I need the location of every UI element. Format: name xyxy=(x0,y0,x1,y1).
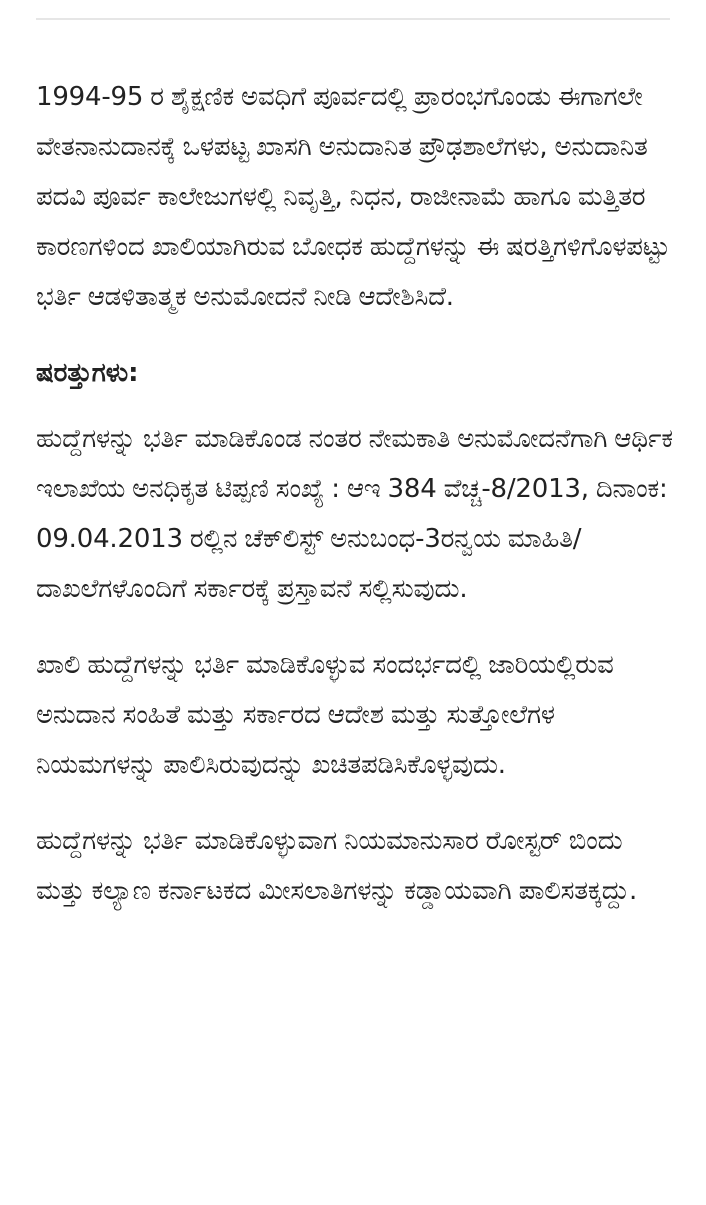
condition-paragraph-2: ಖಾಲಿ ಹುದ್ದೆಗಳನ್ನು ಭರ್ತಿ ಮಾಡಿಕೊಳ್ಳುವ ಸಂದರ್ಭದಲ್ಲಿ ಜಾರಿಯಲ್ಲಿರುವ ಅನುದಾನ ಸಂಹಿತೆ ಮತ್ತು ಸರ್ಕಾರದ ಆದೇಶ ಮತ್ತು ಸುತ್ತೋಲೆಗಳ ನಿಯಮಗಳನ್ನು ಪಾಲಿಸಿರುವುದನ್ನು ಖಚಿತಪಡಿಸಿಕೊಳ್ಳವುದು. xyxy=(36,650,614,780)
intro-paragraph: 1994-95 ರ ಶೈಕ್ಷಣಿಕ ಅವಧಿಗೆ ಪೂರ್ವದಲ್ಲಿ ಪ್ರಾರಂಭಗೊಂಡು ಈಗಾಗಲೇ ವೇತನಾನುದಾನಕ್ಕೆ ಒಳಪಟ್ಟ ಖಾಸಗಿ ಅನುದಾನಿತ ಪ್ರೌಢಶಾಲೆಗಳು, ಅನುದಾನಿತ ಪದವಿ ಪೂರ್ವ ಕಾಲೇಜುಗಳಲ್ಲಿ ನಿವೃತ್ತಿ, ನಿಧನ, ರಾಜೀನಾಮೆ ಹಾಗೂ ಮತ್ತಿತರ ಕಾರಣಗಳಿಂದ ಖಾಲಿಯಾಗಿರುವ ಬೋಧಕ ಹುದ್ದೆಗಳನ್ನು ಈ ಷರತ್ತಿಗಳಿಗೊಳಪಟ್ಟು ಭರ್ತಿ ಆಡಳಿತಾತ್ಮಕ ಅನುಮೋದನೆ ನೀಡಿ ಆದೇಶಿಸಿದೆ. xyxy=(36,82,670,312)
article-body xyxy=(36,72,676,942)
condition-paragraph-3: ಹುದ್ದೆಗಳನ್ನು ಭರ್ತಿ ಮಾಡಿಕೊಳ್ಳುವಾಗ ನಿಯಮಾನುಸಾರ ರೋಸ್ಟರ್ ಬಿಂದು ಮತ್ತು ಕಲ್ಯಾಣ ಕರ್ನಾಟಕದ ಮೀಸಲಾತಿಗಳನ್ನು ಕಡ್ಡಾಯವಾಗಿ ಪಾಲಿಸತಕ್ಕದ್ದು. xyxy=(36,826,638,906)
top-divider xyxy=(36,18,670,20)
condition-paragraph-1: ಹುದ್ದೆಗಳನ್ನು ಭರ್ತಿ ಮಾಡಿಕೊಂಡ ನಂತರ ನೇಮಕಾತಿ ಅನುಮೋದನೆಗಾಗಿ ಆರ್ಥಿಕ ಇಲಾಖೆಯ ಅನಧಿಕೃತ ಟಿಪ್ಪಣಿ ಸಂಖ್ಯೆ : ಆಇ 384 ವೆಚ್ಚ-8/2013, ದಿನಾಂಕ: 09.04.2013 ರಲ್ಲಿನ ಚೆಕ್‌ಲಿಸ್ಟ್ ಅನುಬಂಧ-3ರನ್ವಯ ಮಾಹಿತಿ/ ದಾಖಲೆಗಳೊಂದಿಗೆ ಸರ್ಕಾರಕ್ಕೆ ಪ್ರಸ್ತಾವನೆ ಸಲ್ಲಿಸುವುದು. xyxy=(36,424,673,604)
conditions-heading: ಷರತ್ತುಗಳು: xyxy=(36,358,139,388)
